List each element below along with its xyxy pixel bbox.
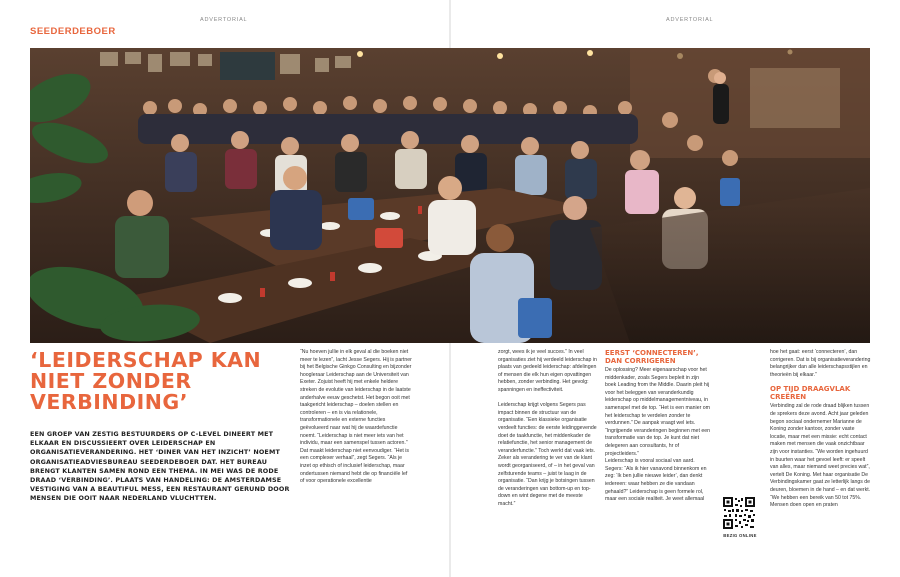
body-text: Verbinding zal de rode draad blijken tussen de sprekers deze avond. Acht jaar geleden begon sociaal ondernemer Marianne de Koning zonder kantoor, zonder vaste locatie, maar met een missie: echt contact maken met mensen die vaak onzichtbaar zijn voor instanties. “We worden ingehuurd in buurten waar het gevoel leeft: er speelt van alles, maar niemand weet precies wat”, vertelt De Koning. Met haar organisatie De Verbindingskamer gaat ze letterlijk langs de deuren, bloemen in de hand – en dat werkt. “We hebben een bereik van 50 tot 75%. Mensen doen open en praten [770,403,871,509]
body-column-4 [770,349,872,516]
photo-illustration [30,48,870,343]
article-headline: ‘LEIDERSCHAP KAN NIET ZONDER VERBINDING’ [30,348,262,414]
body-text: zorgt, wees ik je veel succes.” In veel organisaties ziet hij verdeeld leiderschap in plaats van gedeeld leiderschap: afdelingen of mensen die elk hun eigen opvattingen hebben, zonder verbinding. Het gevolg: spanningen en ineffectiviteit. Leiderschap krijgt volgens Segers pas impact binnen de structuur van de organisatie. “Een klassieke organisatie verdeelt functies: de eerste leidinggevende doet de taakfunctie, het middenkader de relatiefunctie, het senior management de veranderfunctie.” Toch werkt dat vaak iets. Zeker als verandering te ver van de klant wordt georganiseerd, of – in het geval van zelfsturende teams – juist te laag in de organisatie. “Dan krijg je botsingen tussen de veranderingen van bottom-up en top-down en wint degene met de meeste macht.” [498,349,597,507]
qr-code-label: BEZIG ONLINE [723,533,757,538]
body-text: “Nu hoeven jullie in elk geval al die boeken niet meer te lezen”, lacht Jesse Segers. Hij is partner bij het Belgische Ginkgo Consulting en bijzonder hoogleraar Leiderschap aan de Universiteit van Exeter. Zojuist heeft hij met enkele heldere streken de evolutie van leiderschap in de laatste anderhalve eeuw geschetst. Het begon ooit met taakgericht leiderschap – doelen stellen en controleren – en is via relationele, transformationele en externe functies geëvolueerd naar wat hij de waardefunctie noemt. “Leiderschap is niet meer iets van het individu, maar een samenspel tussen actoren.” Dat maakt leiderschap niet eenvoudiger. “Het is een complexer verhaal”, zegt Segers. “Als je inzet op ethisch of inclusief leiderschap, maar ondertussen niemand hebt die op financiële lef of voor operationele excellentie [300,349,412,485]
body-column-2 [498,349,600,514]
restaurant-dinner-photo [30,48,870,343]
body-text: hoe het gaat: eerst ‘connecteren’, dan corrigeren. Dat is bij organisatieverandering belangrijker dan alle leiderschapsstijlen en theorieën bij elkaar.” [770,349,871,378]
subheading-draagvlak: OP TIJD DRAAGVLAK CREËREN [770,385,851,402]
body-text: De oplossing? Meer eigenaarschap voor het middenkader, zoals Segers bepleit in zijn boek Leading from the Middle. Daarin pleit hij voor het beleggen van veranderkundig leiderschap op middelmanagementniveau, in samenspel met de top. “Het is een manier om het leiderschap te verdelen zonder te verdunnen.” De aanpak vraagt wel iets. “Ingrijpende veranderingen beginnen met een transformatie van de top. Je kunt dat niet delegeren aan consultants, hr of projectleiders.” Leiderschap is vooral sociaal van aard. Segers: “Als ik hier vanavond binnenkom en zeg: ‘Ik ben jullie nieuwe leider’, dan denkt iedereen: waar hebben ze die vandaan gehaald?” Leiderschap is geen formele rol, maar een sociale realiteit. Je weet allemaal [605,367,710,503]
section-label: SEEDERDEBOER [30,26,116,37]
body-column-3 [605,349,710,510]
qr-code-icon[interactable] [722,496,756,530]
article-intro: EEN GROEP VAN ZESTIG BESTUURDERS OP C-LEVEL DINEERT MET ELKAAR EN DISCUSSIEERT OVER LEIDERSCHAP EN ORGANISATIEVERANDERING. HET ‘DINER VAN HET INZICHT’ NOEMT ORGANISATIEADVIESBUREAU SEEDERDEBOER DAT. HET BUREAU BRENGT KLANTEN SAMEN ROND EEN THEMA. IN MEI WAS DE RODE DRAAD ‘VERBINDING’. PLAATS VAN HANDELING: DE AMSTERDAMSE VESTIGING VAN A BEAUTIFUL MESS, EEN RESTAURANT GERUND DOOR MENSEN DIE OOIT NAAR NEDERLAND VLUCHTTEN. [30,430,290,503]
advertorial-label-right: ADVERTORIAL [666,17,714,23]
advertorial-label-left: ADVERTORIAL [200,17,248,23]
body-column-1 [300,349,412,492]
subheading-connecteren: EERST ‘CONNECTEREN’, DAN CORRIGEREN [605,349,699,365]
